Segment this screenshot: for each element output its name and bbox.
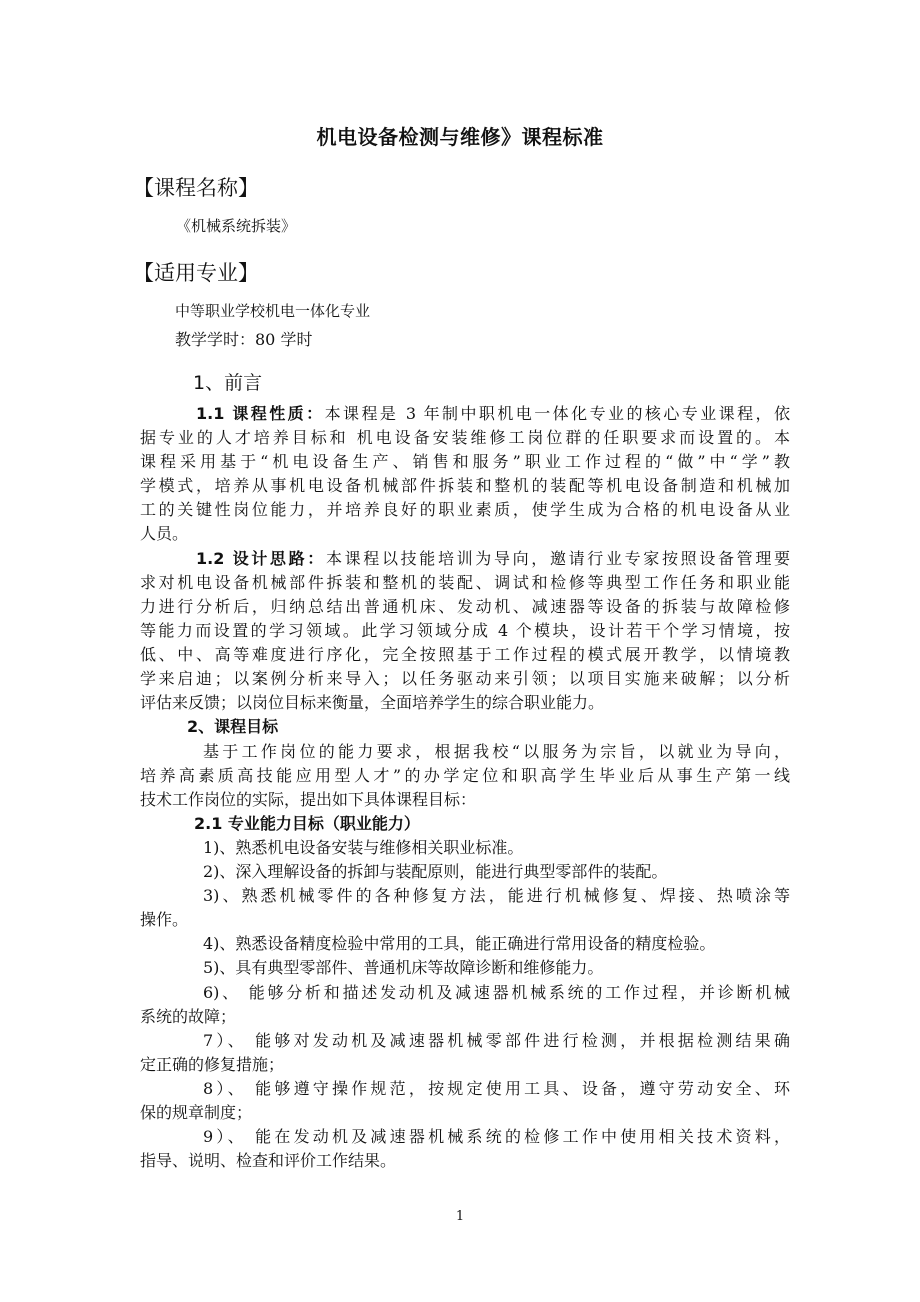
- paragraph-line: 等能力而设置的学习领域。此学习领域分成 4 个模块，设计若干个学习情境，按: [140, 621, 790, 640]
- goal-item-continued: 指导、说明、检查和评价工作结果。: [140, 1151, 397, 1170]
- goal-item: 6)、 能够分析和描述发动机及减速器机械系统的工作过程，并诊断机械: [203, 983, 790, 1002]
- professional-ability-heading: 2.1 专业能力目标（职业能力）: [194, 814, 420, 833]
- paragraph-line: 学来启迪；以案例分析来导入；以任务驱动来引领；以项目实施来破解；以分析: [140, 669, 790, 688]
- goal-item-continued: 操作。: [140, 910, 189, 929]
- paragraph-line: 学模式，培养从事机电设备机械部件拆装和整机的装配等机电设备制造和机械加: [140, 476, 790, 495]
- paragraph-line: [196, 549, 790, 569]
- goal-item-continued: 系统的故障；: [140, 1007, 237, 1026]
- paragraph-line: 低、中、高等难度进行序化，完全按照基于工作过程的模式展开教学，以情境教: [140, 645, 790, 664]
- course-nature-text: 本课程是 3 年制中职机电一体化专业的核心专业课程，依: [324, 404, 790, 423]
- goal-item: 3)、熟悉机械零件的各种修复方法，能进行机械修复、焊接、热喷涂等: [203, 886, 790, 905]
- preface-heading: 1、前言: [193, 372, 263, 394]
- design-idea-label: 1.2 设计思路：: [196, 549, 326, 568]
- goal-item-continued: 保的规章制度；: [140, 1103, 253, 1122]
- document-title: 机电设备检测与维修》课程标准: [316, 125, 604, 149]
- paragraph-line: 基于工作岗位的能力要求，根据我校“以服务为宗旨，以就业为导向，: [203, 742, 790, 761]
- goal-item: 5)、具有典型零部件、普通机床等故障诊断和维修能力。: [203, 958, 604, 977]
- goal-item: 8）、 能够遵守操作规范，按规定使用工具、设备，遵守劳动安全、环: [203, 1079, 790, 1098]
- paragraph-line: 培养高素质高技能应用型人才”的办学定位和职高学生毕业后从事生产第一线: [140, 766, 790, 785]
- goals-heading: 2、课程目标: [187, 717, 279, 736]
- goal-item: 2)、深入理解设备的拆卸与装配原则，能进行典型零部件的装配。: [203, 862, 668, 881]
- goal-item-continued: 定正确的修复措施；: [140, 1055, 285, 1074]
- course-name-value: 《机械系统拆装》: [176, 217, 297, 235]
- paragraph-line: 力进行分析后，归纳总结出普通机床、发动机、减速器等设备的拆装与故障检修: [140, 597, 790, 616]
- paragraph-line: 求对机电设备机械部件拆装和整机的装配、调试和检修等典型工作任务和职业能: [140, 573, 790, 592]
- major-value: 中等职业学校机电一体化专业: [175, 302, 371, 320]
- goal-item: 7）、 能够对发动机及减速器机械零部件进行检测，并根据检测结果确: [203, 1031, 790, 1050]
- course-nature-label: 1.1 课程性质：: [196, 404, 325, 423]
- design-idea-text: 本课程以技能培训为导向，邀请行业专家按照设备管理要: [325, 549, 790, 568]
- major-heading: 【适用专业】: [133, 261, 259, 285]
- paragraph-line: 据专业的人才培养目标和 机电设备安装维修工岗位群的任职要求而设置的。本: [140, 428, 790, 447]
- goal-item: 1)、熟悉机电设备安装与维修相关职业标准。: [203, 838, 524, 857]
- paragraph-line: 人员。: [140, 524, 189, 543]
- course-name-heading: 【课程名称】: [133, 176, 259, 200]
- paragraph-line: 课程采用基于“机电设备生产、销售和服务”职业工作过程的“做”中“学”教: [140, 452, 790, 471]
- paragraph-line: [196, 404, 790, 424]
- goal-item: 9）、 能在发动机及减速器机械系统的检修工作中使用相关技术资料，: [203, 1127, 790, 1146]
- paragraph-line: 工的关键性岗位能力，并培养良好的职业素质，使学生成为合格的机电设备从业: [140, 500, 790, 519]
- teaching-hours: 教学学时：80 学时: [175, 330, 313, 349]
- goal-item: 4)、熟悉设备精度检验中常用的工具，能正确进行常用设备的精度检验。: [203, 934, 716, 953]
- page-number: 1: [455, 1209, 465, 1224]
- paragraph-line: 技术工作岗位的实际，提出如下具体课程目标：: [140, 790, 477, 809]
- paragraph-line: 评估来反馈；以岗位目标来衡量，全面培养学生的综合职业能力。: [140, 693, 605, 712]
